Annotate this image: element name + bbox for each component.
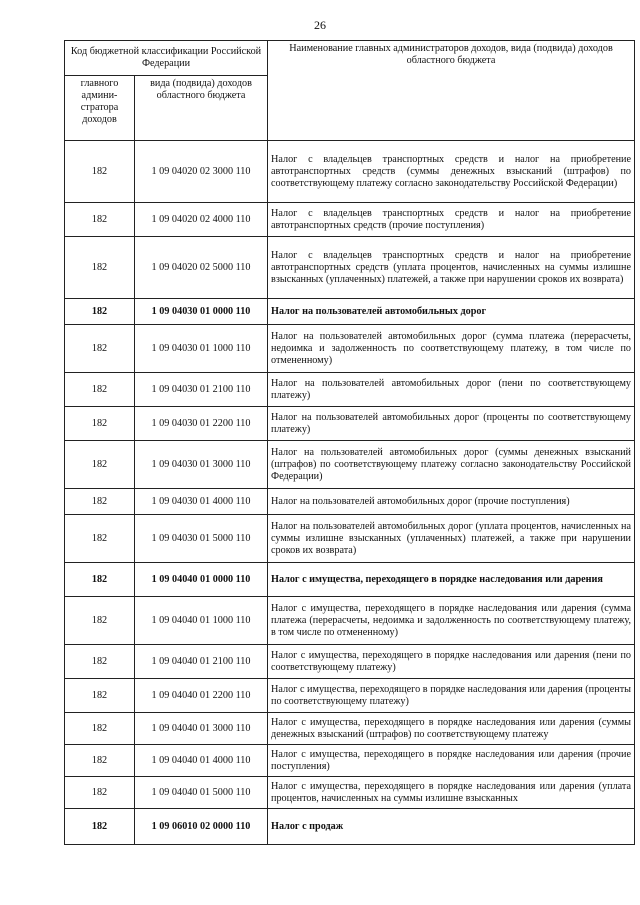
table-header-row [65,41,635,76]
table-row [65,299,635,325]
table-row [65,441,635,489]
admin-code-cell: 182 [65,745,135,777]
admin-code-cell: 182 [65,713,135,745]
revenue-name-cell: Налог на пользователей автомобильных дорог [268,299,635,325]
admin-code-cell: 182 [65,563,135,597]
revenue-name-cell: Налог с имущества, переходящего в порядке наследования или дарения (сумма платежа (перерасчеты, недоимка и задолженность по соответствующему платежу, в том числе по отмененному) [268,597,635,645]
revenue-code-cell: 1 09 04030 01 2100 110 [135,373,268,407]
table-row [65,645,635,679]
revenue-name-cell: Налог на пользователей автомобильных дорог (проценты по соответствующему платежу) [268,407,635,441]
page-number: 26 [314,18,326,32]
revenue-code-cell: 1 09 06010 02 0000 110 [135,809,268,845]
table-row [65,373,635,407]
admin-code-cell: 182 [65,515,135,563]
revenue-code-cell: 1 09 04020 02 3000 110 [135,141,268,203]
table-row [65,203,635,237]
revenue-name-cell: Налог с владельцев транспортных средств и налог на приобретение автотранспортных средств (суммы денежных взысканий (штрафов) по соответствующему платежу согласно законодательству Российской Федерации) [268,141,635,203]
revenue-name-cell: Налог на пользователей автомобильных дорог (уплата процентов, начисленных на суммы излишне взысканных (уплаченных) платежей, а также при нарушении сроков их возврата) [268,515,635,563]
admin-code-cell: 182 [65,407,135,441]
revenue-code-cell: 1 09 04020 02 5000 110 [135,237,268,299]
admin-code-cell: 182 [65,441,135,489]
admin-code-cell: 182 [65,777,135,809]
revenue-code-cell: 1 09 04040 01 2100 110 [135,645,268,679]
table-body [65,141,635,845]
table-row [65,777,635,809]
revenue-name-cell: Налог с имущества, переходящего в порядке наследования или дарения (уплата процентов, начисленных на суммы излишне взысканных [268,777,635,809]
table-row [65,515,635,563]
header-name: Наименование главных администраторов доходов, вида (подвида) доходов областного бюджета [268,41,635,141]
admin-code-cell: 182 [65,237,135,299]
revenue-name-cell: Налог на пользователей автомобильных дорог (сумма платежа (перерасчеты, недоимка и задолженность по соответствующему платежу, в том числе по отмененному) [268,325,635,373]
admin-code-cell: 182 [65,679,135,713]
revenue-code-cell: 1 09 04030 01 4000 110 [135,489,268,515]
revenue-code-cell: 1 09 04040 01 4000 110 [135,745,268,777]
admin-code-cell: 182 [65,203,135,237]
budget-classification-table [64,40,635,845]
table-row [65,809,635,845]
revenue-name-cell: Налог с имущества, переходящего в порядке наследования или дарения (суммы денежных взысканий (штрафов) по соответствующему платежу [268,713,635,745]
revenue-code-cell: 1 09 04040 01 0000 110 [135,563,268,597]
table-row [65,489,635,515]
header-group-code: Код бюджетной классификации Российской Федерации [65,41,268,76]
table-row [65,141,635,203]
revenue-name-cell: Налог с владельцев транспортных средств и налог на приобретение автотранспортных средств (уплата процентов, начисленных на суммы излишне взысканных (уплаченных) платежей, а также при нарушении сроков их возврата) [268,237,635,299]
admin-code-cell: 182 [65,325,135,373]
header-code: вида (подвида) доходов областного бюджета [135,76,268,141]
table-row [65,679,635,713]
table-row [65,237,635,299]
admin-code-cell: 182 [65,373,135,407]
revenue-name-cell: Налог с владельцев транспортных средств и налог на приобретение автотранспортных средств (прочие поступления) [268,203,635,237]
table-row [65,407,635,441]
revenue-code-cell: 1 09 04040 01 1000 110 [135,597,268,645]
revenue-name-cell: Налог с имущества, переходящего в порядке наследования или дарения (прочие поступления) [268,745,635,777]
admin-code-cell: 182 [65,489,135,515]
header-admin: главного админи-стратора доходов [65,76,135,141]
revenue-code-cell: 1 09 04030 01 2200 110 [135,407,268,441]
table-row [65,325,635,373]
revenue-name-cell: Налог на пользователей автомобильных дорог (суммы денежных взысканий (штрафов) по соответствующему платежу согласно законодательству Российской Федерации) [268,441,635,489]
revenue-code-cell: 1 09 04020 02 4000 110 [135,203,268,237]
revenue-name-cell: Налог с имущества, переходящего в порядке наследования или дарения (пени по соответствующему платежу) [268,645,635,679]
revenue-name-cell: Налог с имущества, переходящего в порядке наследования или дарения (проценты по соответствующему платежу) [268,679,635,713]
revenue-code-cell: 1 09 04030 01 0000 110 [135,299,268,325]
revenue-name-cell: Налог с продаж [268,809,635,845]
revenue-code-cell: 1 09 04030 01 5000 110 [135,515,268,563]
revenue-name-cell: Налог на пользователей автомобильных дорог (прочие поступления) [268,489,635,515]
admin-code-cell: 182 [65,597,135,645]
revenue-code-cell: 1 09 04030 01 1000 110 [135,325,268,373]
revenue-code-cell: 1 09 04040 01 3000 110 [135,713,268,745]
revenue-code-cell: 1 09 04040 01 5000 110 [135,777,268,809]
revenue-name-cell: Налог на пользователей автомобильных дорог (пени по соответствующему платежу) [268,373,635,407]
table-row [65,563,635,597]
revenue-code-cell: 1 09 04040 01 2200 110 [135,679,268,713]
admin-code-cell: 182 [65,299,135,325]
table-row [65,745,635,777]
table-row [65,713,635,745]
admin-code-cell: 182 [65,645,135,679]
admin-code-cell: 182 [65,809,135,845]
revenue-name-cell: Налог с имущества, переходящего в порядке наследования или дарения [268,563,635,597]
admin-code-cell: 182 [65,141,135,203]
table-row [65,597,635,645]
revenue-code-cell: 1 09 04030 01 3000 110 [135,441,268,489]
